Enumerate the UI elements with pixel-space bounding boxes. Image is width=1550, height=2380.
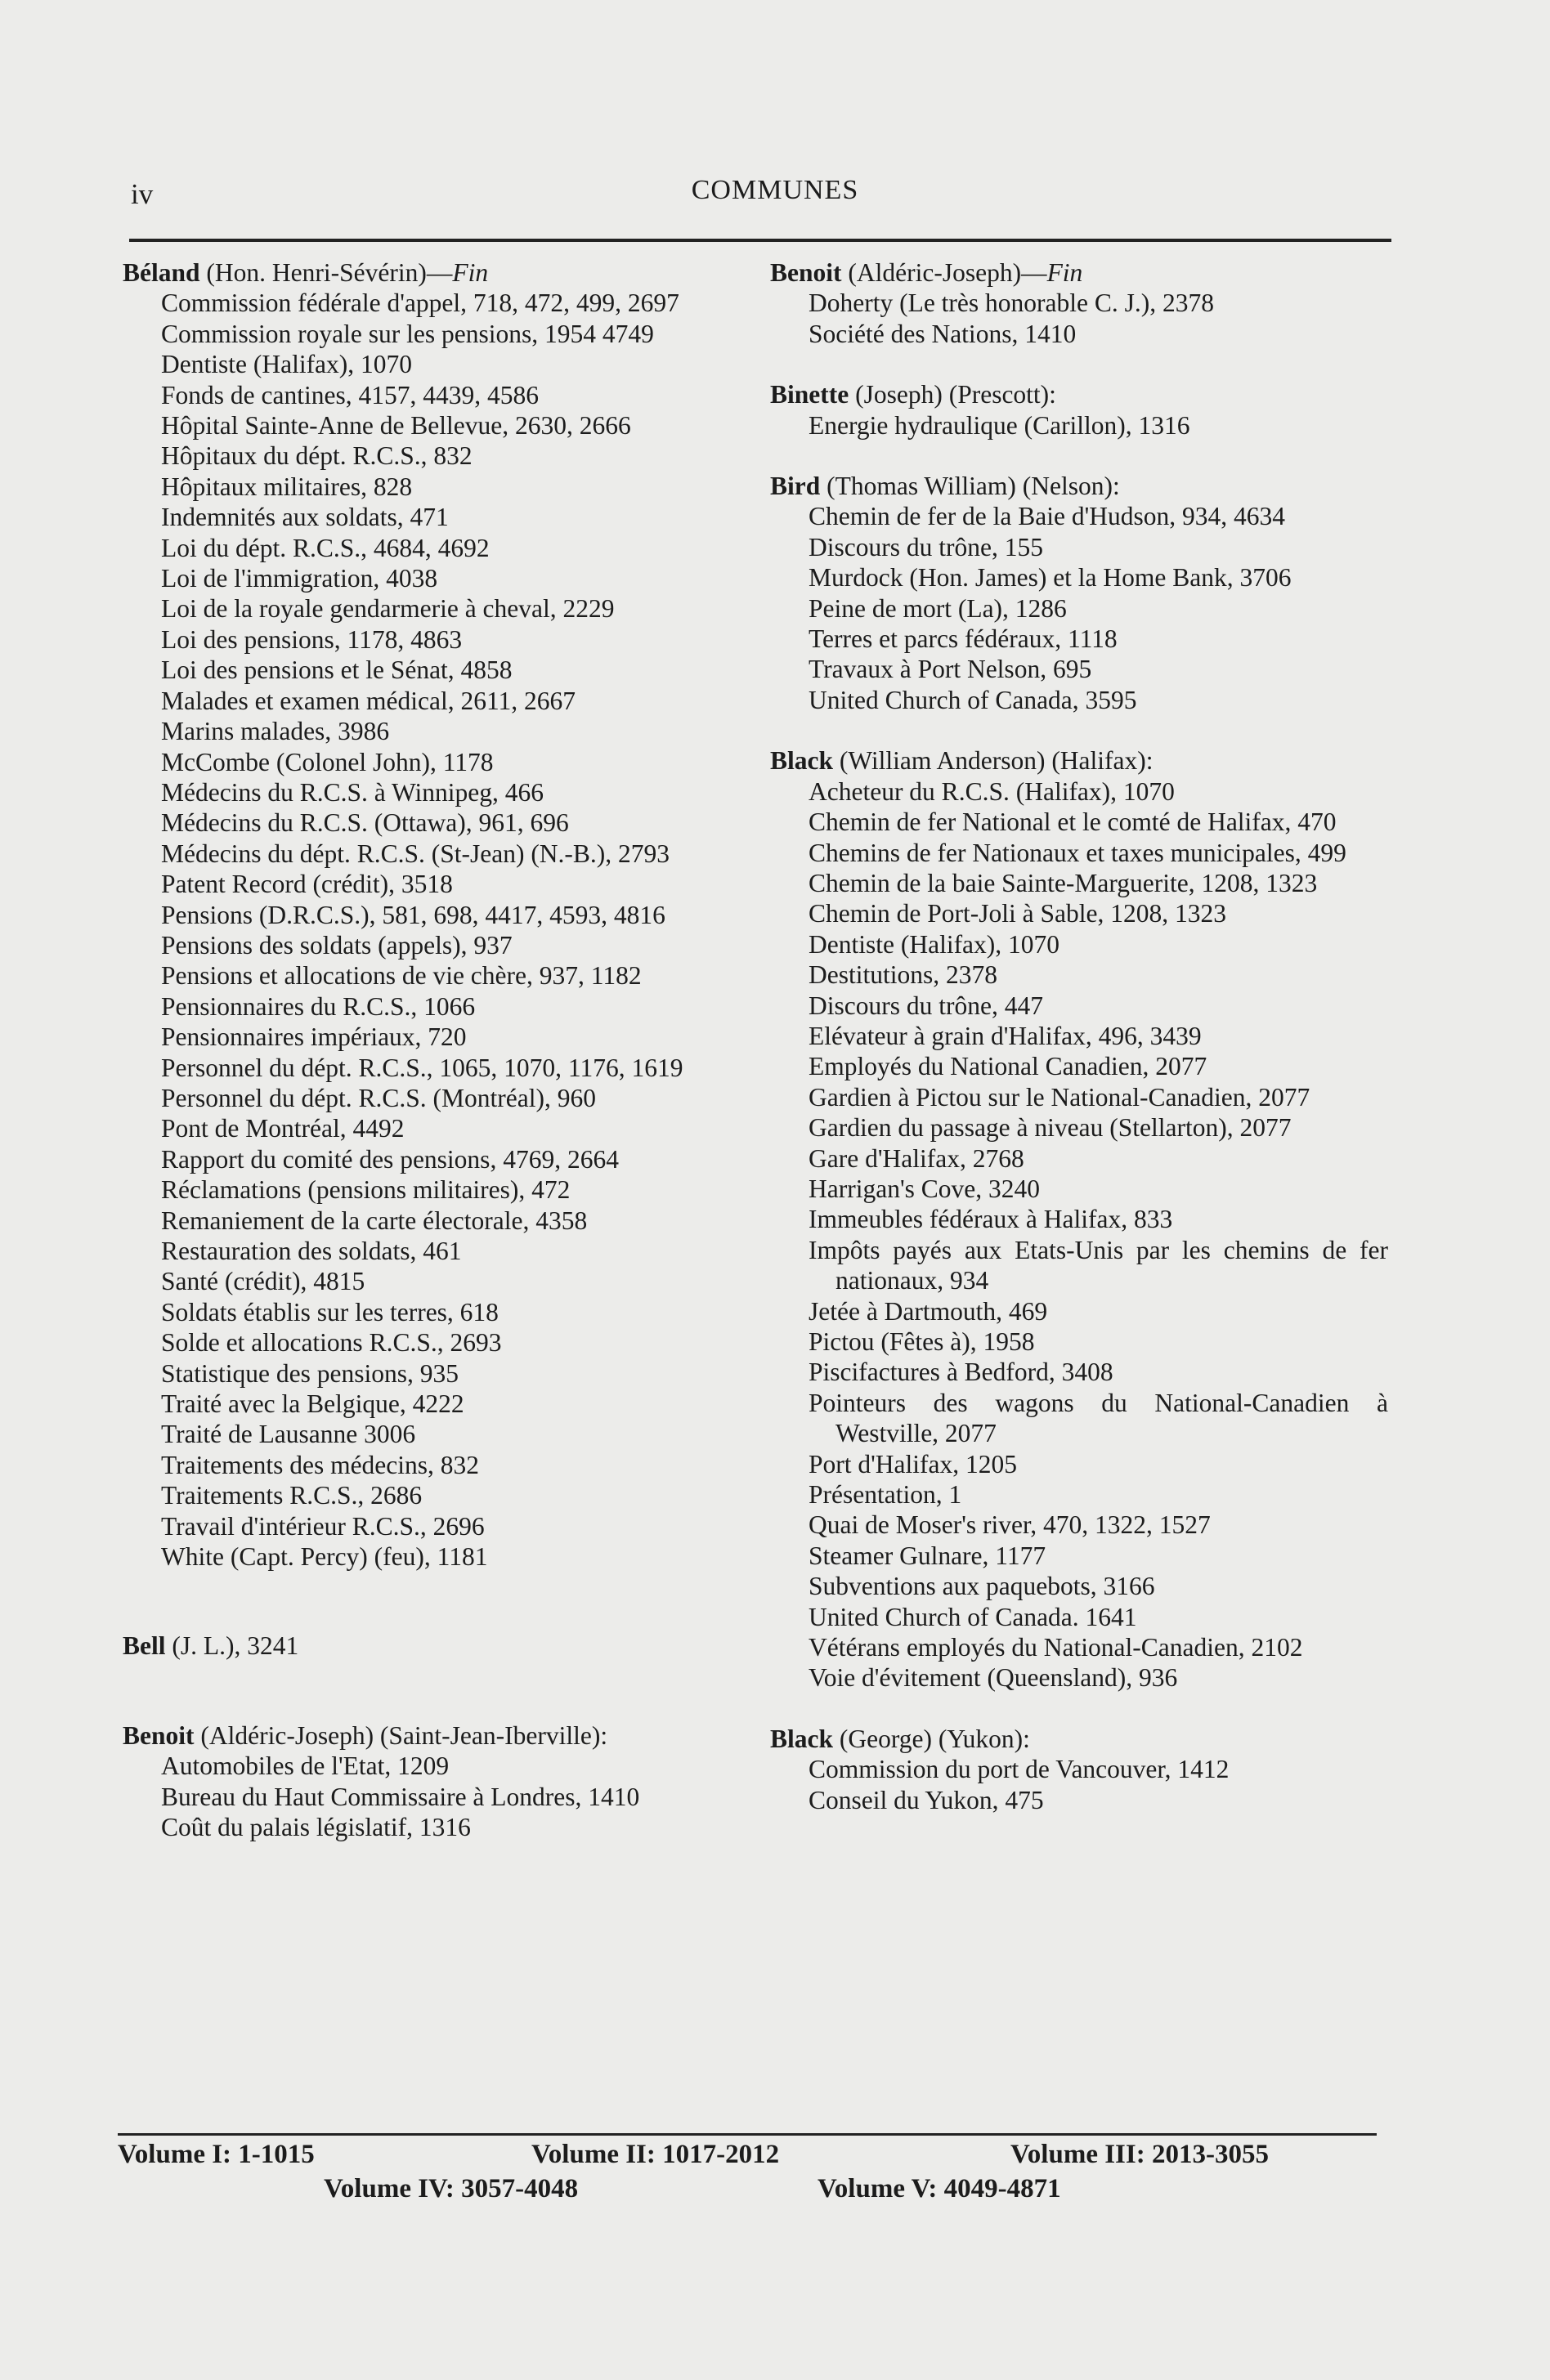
subject-line: Pointeurs des wagons du National-Canadien à Westville, 2077 (809, 1388, 1388, 1448)
member-name: Bell (123, 1631, 166, 1661)
member-name: Binette (770, 380, 849, 409)
entry-heading (770, 257, 1388, 288)
subject-line: Médecins du R.C.S. (Ottawa), 961, 696 (161, 808, 569, 838)
footer-volume-3: Volume III: 2013-3055 (1010, 2140, 1269, 2169)
subject-line: Gardien du passage à niveau (Stellarton), 2077 (809, 1113, 1292, 1143)
member-details: (J. L.), 3241 (165, 1631, 299, 1661)
entry-heading (770, 379, 1388, 409)
subject-line: Peine de mort (La), 1286 (809, 593, 1067, 623)
subject-line: Conseil du Yukon, 475 (809, 1785, 1044, 1814)
bottom-rule (118, 2133, 1377, 2136)
subject-line: White (Capt. Percy) (feu), 1181 (161, 1542, 488, 1572)
subject-line: Loi de l'immigration, 4038 (161, 564, 438, 593)
subject-line: Harrigan's Cove, 3240 (809, 1174, 1040, 1203)
subject-line: Acheteur du R.C.S. (Halifax), 1070 (809, 776, 1175, 806)
subject-line: Pensionnaires impériaux, 720 (161, 1022, 467, 1052)
subject-line: United Church of Canada, 3595 (809, 685, 1137, 714)
subject-line: Pensions et allocations de vie chère, 937, 1182 (161, 961, 642, 991)
subject-line: Restauration des soldats, 461 (161, 1237, 462, 1265)
subject-line: Travaux à Port Nelson, 695 (809, 655, 1092, 684)
subject-line: Employés du National Canadien, 2077 (809, 1052, 1207, 1081)
subject-line: Voie d'évitement (Queensland), 936 (809, 1663, 1178, 1693)
index-entry (123, 1720, 737, 1843)
member-details: (Aldéric-Joseph)— (841, 258, 1047, 287)
index-entry (123, 1631, 737, 1661)
subject-line: Réclamations (pensions militaires), 472 (161, 1175, 571, 1205)
entry-heading (770, 471, 1388, 501)
member-name: Bird (770, 472, 821, 501)
subject-line: Société des Nations, 1410 (809, 319, 1077, 348)
subject-line: Loi du dépt. R.C.S., 4684, 4692 (161, 533, 490, 562)
subject-line: Chemin de la baie Sainte-Marguerite, 1208, 1323 (809, 868, 1318, 897)
footer-volume-4: Volume IV: 3057-4048 (324, 2174, 579, 2203)
member-details: (Thomas William) (Nelson): (820, 472, 1120, 501)
subject-line: Médecins du dépt. R.C.S. (St-Jean) (N.-B.), 2793 (161, 839, 670, 868)
subject-line: Dentiste (Halifax), 1070 (161, 350, 413, 379)
subject-line: Dentiste (Halifax), 1070 (809, 929, 1060, 959)
member-name: Benoit (123, 1720, 195, 1750)
subject-line: United Church of Canada. 1641 (809, 1602, 1137, 1631)
subject-line: Remaniement de la carte électorale, 4358 (161, 1206, 588, 1235)
footer-volume-5: Volume V: 4049-4871 (818, 2174, 1061, 2203)
subject-line: Fonds de cantines, 4157, 4439, 4586 (161, 380, 539, 409)
subject-line: Rapport du comité des pensions, 4769, 2664 (161, 1144, 619, 1174)
entry-heading (123, 1720, 737, 1751)
subject-line: Personnel du dépt. R.C.S. (Montréal), 960 (161, 1083, 596, 1112)
subject-line: Hôpitaux militaires, 828 (161, 472, 413, 501)
subject-line: Loi de la royale gendarmerie à cheval, 2229 (161, 594, 615, 624)
index-entry (770, 379, 1388, 441)
subject-line: Pensionnaires du R.C.S., 1066 (161, 991, 476, 1021)
top-rule (129, 239, 1391, 242)
left-column (123, 257, 737, 1873)
subject-line: Discours du trône, 447 (809, 991, 1043, 1020)
member-name: Béland (123, 258, 200, 287)
index-entry (770, 745, 1388, 1693)
entry-heading (770, 1724, 1388, 1754)
subject-line: Gardien à Pictou sur le National-Canadien, 2077 (809, 1082, 1310, 1112)
subject-line: Energie hydraulique (Carillon), 1316 (809, 410, 1190, 440)
subject-line: Terres et parcs fédéraux, 1118 (809, 624, 1118, 654)
subject-line: Soldats établis sur les terres, 618 (161, 1297, 499, 1326)
entry-heading (770, 745, 1388, 776)
member-details: (Joseph) (Prescott): (849, 380, 1056, 409)
index-entry (770, 257, 1388, 349)
subject-line: Indemnités aux soldats, 471 (161, 503, 449, 532)
subject-line: Pont de Montréal, 4492 (161, 1114, 405, 1143)
member-details: (Aldéric-Joseph) (Saint-Jean-Iberville): (194, 1720, 608, 1750)
member-name: Benoit (770, 258, 842, 287)
subject-line: Malades et examen médical, 2611, 2667 (161, 686, 576, 715)
entry-heading (123, 257, 737, 288)
footer-volume-2: Volume II: 1017-2012 (531, 2140, 780, 2169)
subject-line: Pensions des soldats (appels), 937 (161, 930, 513, 960)
member-details: (William Anderson) (Halifax): (833, 746, 1154, 776)
subject-line: Hôpitaux du dépt. R.C.S., 832 (161, 441, 473, 471)
subject-line: Commission fédérale d'appel, 718, 472, 499, 2697 (161, 289, 679, 318)
subject-line: Port d'Halifax, 1205 (809, 1449, 1018, 1479)
continued-marker: Fin (452, 258, 489, 287)
subject-line: Discours du trône, 155 (809, 532, 1043, 561)
subject-line: Commission royale sur les pensions, 1954 4749 (161, 319, 654, 348)
subject-line: Loi des pensions et le Sénat, 4858 (161, 655, 513, 685)
subject-line: Gare d'Halifax, 2768 (809, 1143, 1024, 1173)
index-entry (770, 1724, 1388, 1815)
subject-line: Présentation, 1 (809, 1480, 962, 1510)
page-number: iv (131, 178, 154, 210)
subject-line: Elévateur à grain d'Halifax, 496, 3439 (809, 1021, 1202, 1050)
page-title: COMMUNES (691, 175, 859, 205)
subject-line: Hôpital Sainte-Anne de Bellevue, 2630, 2666 (161, 411, 631, 441)
subject-line: Personnel du dépt. R.C.S., 1065, 1070, 1176, 1619 (161, 1053, 683, 1082)
subject-line: Vétérans employés du National-Canadien, 2102 (809, 1633, 1303, 1662)
subject-line: Traité avec la Belgique, 4222 (161, 1389, 464, 1419)
subject-line: Loi des pensions, 1178, 4863 (161, 624, 463, 654)
subject-line: Doherty (Le très honorable C. J.), 2378 (809, 289, 1215, 318)
entry-heading (123, 1631, 737, 1661)
subject-line: Quai de Moser's river, 470, 1322, 1527 (809, 1510, 1211, 1540)
subject-line: Subventions aux paquebots, 3166 (809, 1572, 1155, 1601)
subject-line: Commission du port de Vancouver, 1412 (809, 1755, 1230, 1784)
subject-line: Santé (crédit), 4815 (161, 1267, 365, 1296)
index-entry (770, 471, 1388, 715)
index-entry (123, 257, 737, 1572)
subject-line: Chemin de fer de la Baie d'Hudson, 934, 4634 (809, 502, 1286, 531)
subject-line: Steamer Gulnare, 1177 (809, 1541, 1046, 1570)
subject-line: Immeubles fédéraux à Halifax, 833 (809, 1205, 1173, 1234)
member-details: (Hon. Henri-Sévérin)— (199, 258, 453, 287)
subject-line: Médecins du R.C.S. à Winnipeg, 466 (161, 777, 544, 807)
subject-line: Jetée à Dartmouth, 469 (809, 1296, 1048, 1326)
right-column (770, 257, 1388, 1845)
subject-line: Destitutions, 2378 (809, 960, 998, 990)
subject-line: Bureau du Haut Commissaire à Londres, 1410 (161, 1782, 640, 1811)
member-details: (George) (Yukon): (833, 1724, 1030, 1753)
member-name: Black (770, 746, 834, 776)
subject-line: Chemin de Port-Joli à Sable, 1208, 1323 (809, 899, 1226, 928)
subject-line: Travail d'intérieur R.C.S., 2696 (161, 1511, 485, 1541)
member-name: Black (770, 1724, 834, 1753)
subject-line: Coût du palais législatif, 1316 (161, 1813, 471, 1842)
subject-line: Traitements des médecins, 832 (161, 1450, 480, 1479)
subject-line: Chemin de fer National et le comté de Halifax, 470 (809, 808, 1337, 837)
subject-line: Impôts payés aux Etats-Unis par les chemins de fer nationaux, 934 (809, 1235, 1388, 1295)
subject-line: Automobiles de l'Etat, 1209 (161, 1751, 450, 1781)
subject-line: Marins malades, 3986 (161, 717, 390, 746)
subject-line: Traité de Lausanne 3006 (161, 1420, 416, 1449)
subject-line: Chemins de fer Nationaux et taxes municipales, 499 (809, 838, 1346, 867)
footer-volume-1: Volume I: 1-1015 (118, 2140, 315, 2169)
subject-line: Murdock (Hon. James) et la Home Bank, 3706 (809, 563, 1292, 593)
subject-line: Pictou (Fêtes à), 1958 (809, 1327, 1035, 1356)
continued-marker: Fin (1046, 258, 1083, 287)
subject-line: Pensions (D.R.C.S.), 581, 698, 4417, 4593, 4816 (161, 900, 665, 929)
subject-line: Piscifactures à Bedford, 3408 (809, 1358, 1113, 1387)
subject-line: Traitements R.C.S., 2686 (161, 1481, 423, 1510)
subject-line: McCombe (Colonel John), 1178 (161, 747, 494, 776)
subject-line: Solde et allocations R.C.S., 2693 (161, 1328, 502, 1358)
subject-line: Statistique des pensions, 935 (161, 1358, 459, 1388)
subject-line: Patent Record (crédit), 3518 (161, 870, 453, 899)
